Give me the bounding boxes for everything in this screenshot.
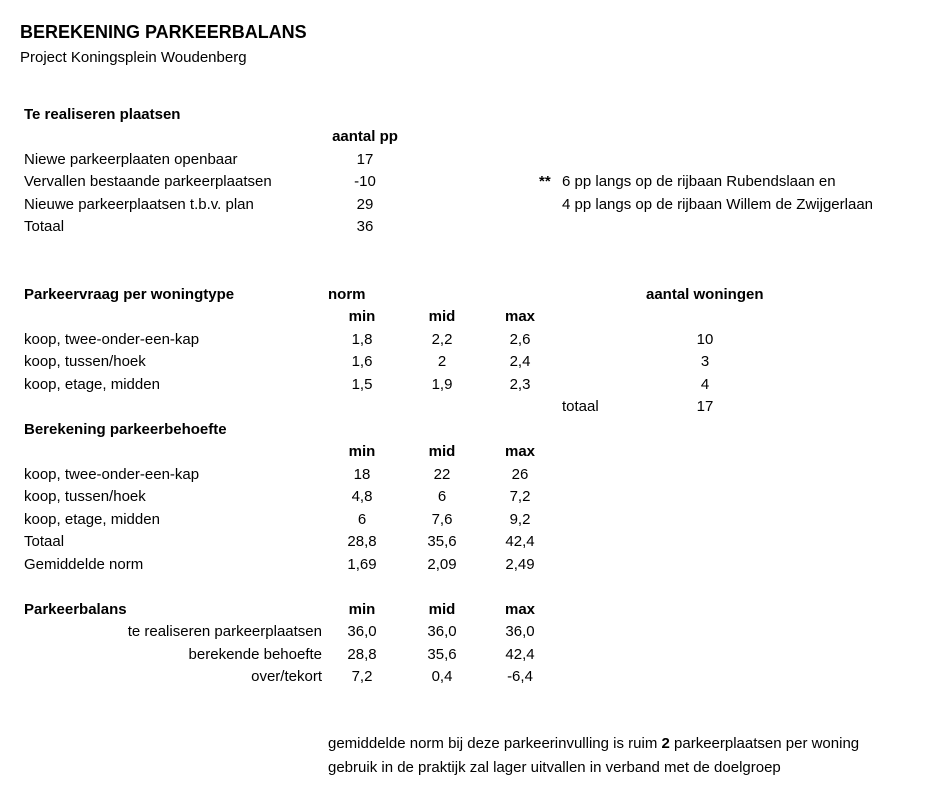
- behoefte-max: 26: [511, 466, 529, 483]
- aantal-pp-header: aantal pp: [332, 128, 398, 145]
- vraag-min: 1,6: [351, 353, 373, 370]
- page-title: BEREKENING PARKEERBALANS: [20, 22, 307, 42]
- vraag-mid: 2: [437, 353, 447, 370]
- behoefte-min: 18: [353, 466, 371, 483]
- note-line: 4 pp langs op de rijbaan Willem de Zwijgerlaan: [562, 196, 874, 213]
- behoefte-min: 6: [357, 511, 367, 528]
- note-line: 6 pp langs op de rijbaan Rubendslaan en: [562, 173, 836, 190]
- behoefte-row-label: Gemiddelde norm: [24, 556, 144, 573]
- balans-mid: 35,6: [427, 646, 457, 663]
- behoefte-row-label: koop, twee-onder-een-kap: [24, 466, 200, 483]
- woningen-totaal-label: totaal: [562, 398, 599, 415]
- behoefte-min: 1,69: [347, 556, 377, 573]
- behoefte-mid: 22: [433, 466, 451, 483]
- behoefte-row-label: Totaal: [24, 533, 65, 550]
- behoefte-max: 9,2: [509, 511, 531, 528]
- balans-heading: Parkeerbalans: [24, 601, 127, 618]
- balans-mid: 0,4: [431, 668, 453, 685]
- vraag-row-label: koop, etage, midden: [24, 376, 160, 393]
- realiseren-row-label: Totaal: [24, 218, 65, 235]
- balans-row-label: te realiseren parkeerplaatsen: [127, 623, 322, 640]
- balans-max: 42,4: [505, 646, 535, 663]
- vraag-max: 2,3: [509, 376, 531, 393]
- vraag-min: 1,8: [351, 331, 373, 348]
- behoefte-min: 28,8: [347, 533, 377, 550]
- balans-row-label: over/tekort: [251, 668, 322, 685]
- vraag-min: 1,5: [351, 376, 373, 393]
- realiseren-row-label: Vervallen bestaande parkeerplaatsen: [24, 173, 272, 190]
- balans-min: 7,2: [351, 668, 373, 685]
- realiseren-row-value: 36: [356, 218, 374, 235]
- realiseren-row-value: 29: [356, 196, 374, 213]
- balans-max: -6,4: [507, 668, 533, 685]
- realiseren-row-value: -10: [354, 173, 376, 190]
- vraag-woningen: 4: [700, 376, 710, 393]
- balans-row-label: berekende behoefte: [188, 646, 322, 663]
- min-header: min: [348, 601, 376, 618]
- balans-max: 36,0: [505, 623, 535, 640]
- footer-text: gemiddelde norm bij deze parkeerinvulling is ruim: [328, 735, 658, 752]
- realiseren-row-label: Nieuwe parkeerplaatsen t.b.v. plan: [24, 196, 254, 213]
- vraag-woningen: 3: [700, 353, 710, 370]
- behoefte-max: 7,2: [509, 488, 531, 505]
- woningen-totaal-value: 17: [696, 398, 714, 415]
- vraag-mid: 1,9: [431, 376, 453, 393]
- max-header: max: [504, 308, 536, 325]
- mid-header: mid: [428, 443, 456, 460]
- behoefte-max: 2,49: [505, 556, 535, 573]
- balans-mid: 36,0: [427, 623, 457, 640]
- vraag-row-label: koop, twee-onder-een-kap: [24, 331, 200, 348]
- behoefte-min: 4,8: [351, 488, 373, 505]
- realiseren-row-label: Niewe parkeerplaaten openbaar: [24, 151, 238, 168]
- vraag-heading: Parkeervraag per woningtype: [24, 286, 235, 303]
- behoefte-row-label: koop, tussen/hoek: [24, 488, 146, 505]
- mid-header: mid: [428, 601, 456, 618]
- behoefte-heading: Berekening parkeerbehoefte: [24, 421, 227, 438]
- footer-bold-number: 2: [661, 735, 670, 752]
- min-header: min: [348, 308, 376, 325]
- woningen-header: aantal woningen: [646, 286, 764, 303]
- max-header: max: [504, 443, 536, 460]
- realiseren-heading: Te realiseren plaatsen: [24, 106, 181, 123]
- behoefte-row-label: koop, etage, midden: [24, 511, 160, 528]
- page-subtitle: Project Koningsplein Woudenberg: [20, 49, 247, 66]
- balans-min: 28,8: [347, 646, 377, 663]
- behoefte-max: 42,4: [505, 533, 535, 550]
- norm-header: norm: [328, 286, 366, 303]
- footer-text: parkeerplaatsen per woning: [674, 735, 860, 752]
- behoefte-mid: 2,09: [427, 556, 457, 573]
- footer-note-line: gebruik in de praktijk zal lager uitvallen in verband met de doelgroep: [328, 759, 781, 776]
- behoefte-mid: 35,6: [427, 533, 457, 550]
- vraag-max: 2,4: [509, 353, 531, 370]
- max-header: max: [504, 601, 536, 618]
- vraag-max: 2,6: [509, 331, 531, 348]
- balans-min: 36,0: [347, 623, 377, 640]
- min-header: min: [348, 443, 376, 460]
- footer-note-line: [328, 735, 859, 753]
- vraag-mid: 2,2: [431, 331, 453, 348]
- vraag-woningen: 10: [696, 331, 714, 348]
- realiseren-row-value: 17: [356, 151, 374, 168]
- vraag-row-label: koop, tussen/hoek: [24, 353, 146, 370]
- mid-header: mid: [428, 308, 456, 325]
- behoefte-mid: 6: [437, 488, 447, 505]
- behoefte-mid: 7,6: [431, 511, 453, 528]
- note-marker: **: [539, 173, 551, 190]
